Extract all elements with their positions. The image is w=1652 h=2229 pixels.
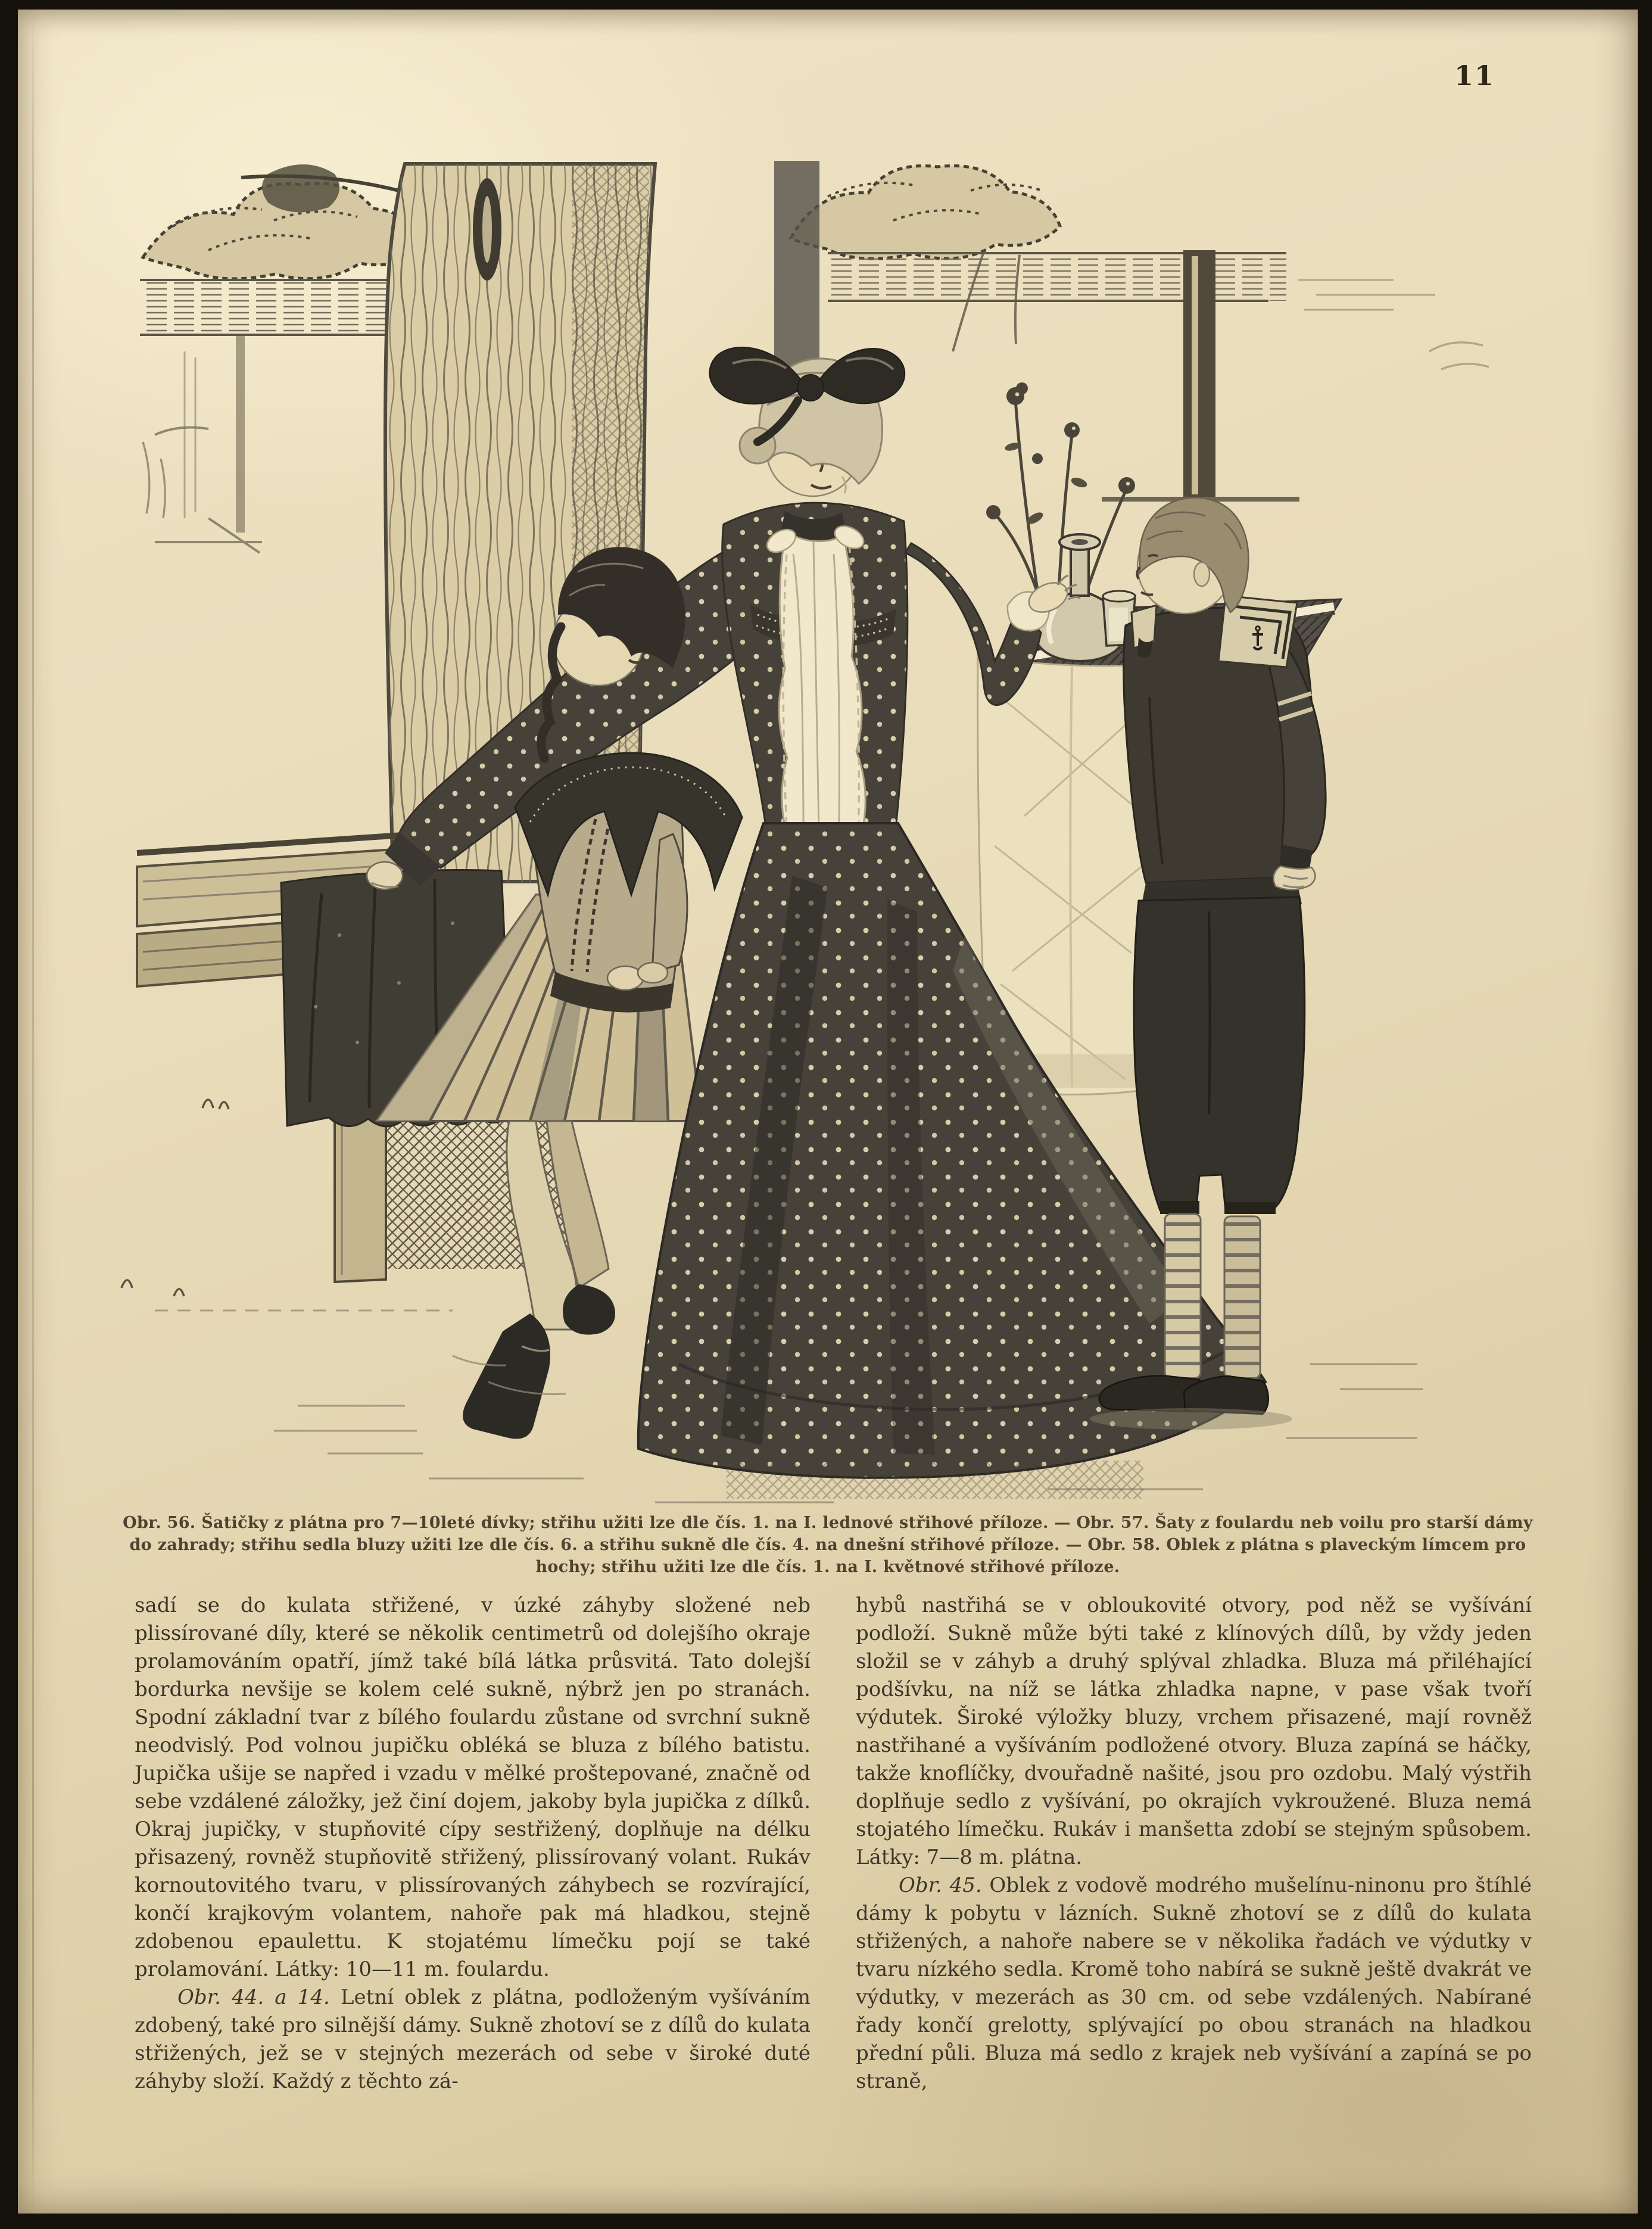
figure-reference: Obr. 45. [899, 1873, 982, 1897]
paragraph-text: sadí se do kulata střižené, v úzké záhyby složené neb plissírované díly, které se několik centimetrů od dolejšího okraje prolamováním opatří, jímž také bílá látka průsvitá. Tato dolejší bordurka nevšije se kolem celé sukně, nýbrž jen po stranách. Spodní základní tvar z bílého foulardu zůstane od svrchní sukně neodvislý. Pod volnou jupičku obléká se bluza z bílého batistu. Jupička ušije se napřed i vzadu v mělké proštepované, značně od sebe vzdálené záložky, jež činí dojem, jakoby byla jupička z dílků. Okraj jupičky, v stupňovité cípy sestřižený, doplňuje na délku přisazený, rovněž stupňovitě střižený, plissírovaný volant. Rukáv kornoutovitého tvaru, v plissírovaných záhybech se rozvírající, končí krajkovým volantem, nahoře pak má hladkou, stejně zdobenou epaulettu. K stojatému límečku pojí se také prolamování. Látky: 10—11 m. foulardu. [135, 1593, 811, 1981]
illustration-caption [101, 1512, 1554, 1578]
window-post [1183, 250, 1215, 500]
text-column-left [135, 1592, 811, 2096]
page-number: 11 [1454, 60, 1495, 92]
paragraph-obr-45 [856, 1872, 1532, 2096]
paragraph-continuation [135, 1592, 811, 1984]
figure-reference: Obr. 44. a 14. [177, 1985, 330, 2009]
magazine-page [18, 10, 1638, 2214]
caption-line: do zahrady; střihu sedla bluzy užiti lze dle čís. 6. a střihu sukně dle čís. 4. na dnešní střihové příloze. — Obr. 58. Oblek z plátna s plaveckým límcem pro [129, 1536, 1526, 1554]
caption-line: Obr. 56. Šatičky z plátna pro 7—10leté dívky; střihu užiti lze dle čís. 1. na I. lednové střihové příloze. — Obr. 57. Šaty z foulardu neb voilu pro starší dámy [123, 1514, 1533, 1532]
caption-line: hochy; střihu užiti lze dle čís. 1. na I. květnové střihové příloze. [535, 1558, 1120, 1576]
girl-shoe-front [463, 1313, 550, 1439]
paragraph-text: hybů nastřihá se v obloukovité otvory, pod něž se vyšívání podloží. Sukně může býti také z klínových dílů, by vždy jeden složil se v záhyb a druhý splýval zhladka. Bluza má přiléhající podšívku, na níž se látka zhladka napne, v pase však tvoří výdutek. Široké výložky bluzy, vrchem přisazené, mají rovněž nastřihané a vyšíváním podložené otvory. Bluza zapíná se háčky, takže knoflíčky, dvouřadně našité, jsou pro ozdobu. Malý výstřih doplňuje sedlo z vyšívání, po okrajích vykroužené. Bluza nemá stojatého límečku. Rukáv i manšetta zdobí se stejným spůsobem. Látky: 7—8 m. plátna. [856, 1593, 1532, 1869]
sailor-knickers [1134, 897, 1305, 1213]
paragraph-obr-44 [135, 1984, 811, 2096]
paragraph-text: Oblek z vodově modrého mušelínu-ninonu pro štíhlé dámy k pobytu v lázních. Sukně zhotoví se z dílů do kulata střižených, a nahoře nabere se v několika řadách ve výdutky v tvaru nízkého sedla. Kromě toho nabírá se sukně ještě dvakrát ve výdutky, v mezerách as 30 cm. od sebe vzdálených. Nabírané řady končí grelotty, splývající po obou stranách na hladkou přední půli. Bluza má sedlo z krajek neb vyšívání a zapíná se po straně, [856, 1873, 1532, 2093]
engraving-scene [119, 101, 1536, 1507]
text-column-right [856, 1592, 1532, 2096]
girl-cape-collar [515, 753, 742, 895]
body-text [135, 1592, 1532, 2096]
paragraph-text: Letní oblek z plátna, podloženým vyšíváním zdobený, také pro silnější dámy. Sukně zhotoví se z dílů do kulata střižených, jež se v stejných mezerách od sebe v široké duté záhyby složí. Každý z těchto zá- [135, 1985, 811, 2093]
paragraph-continuation [856, 1592, 1532, 1872]
fashion-illustration [119, 101, 1536, 1507]
girl-shoe-back [563, 1284, 615, 1335]
